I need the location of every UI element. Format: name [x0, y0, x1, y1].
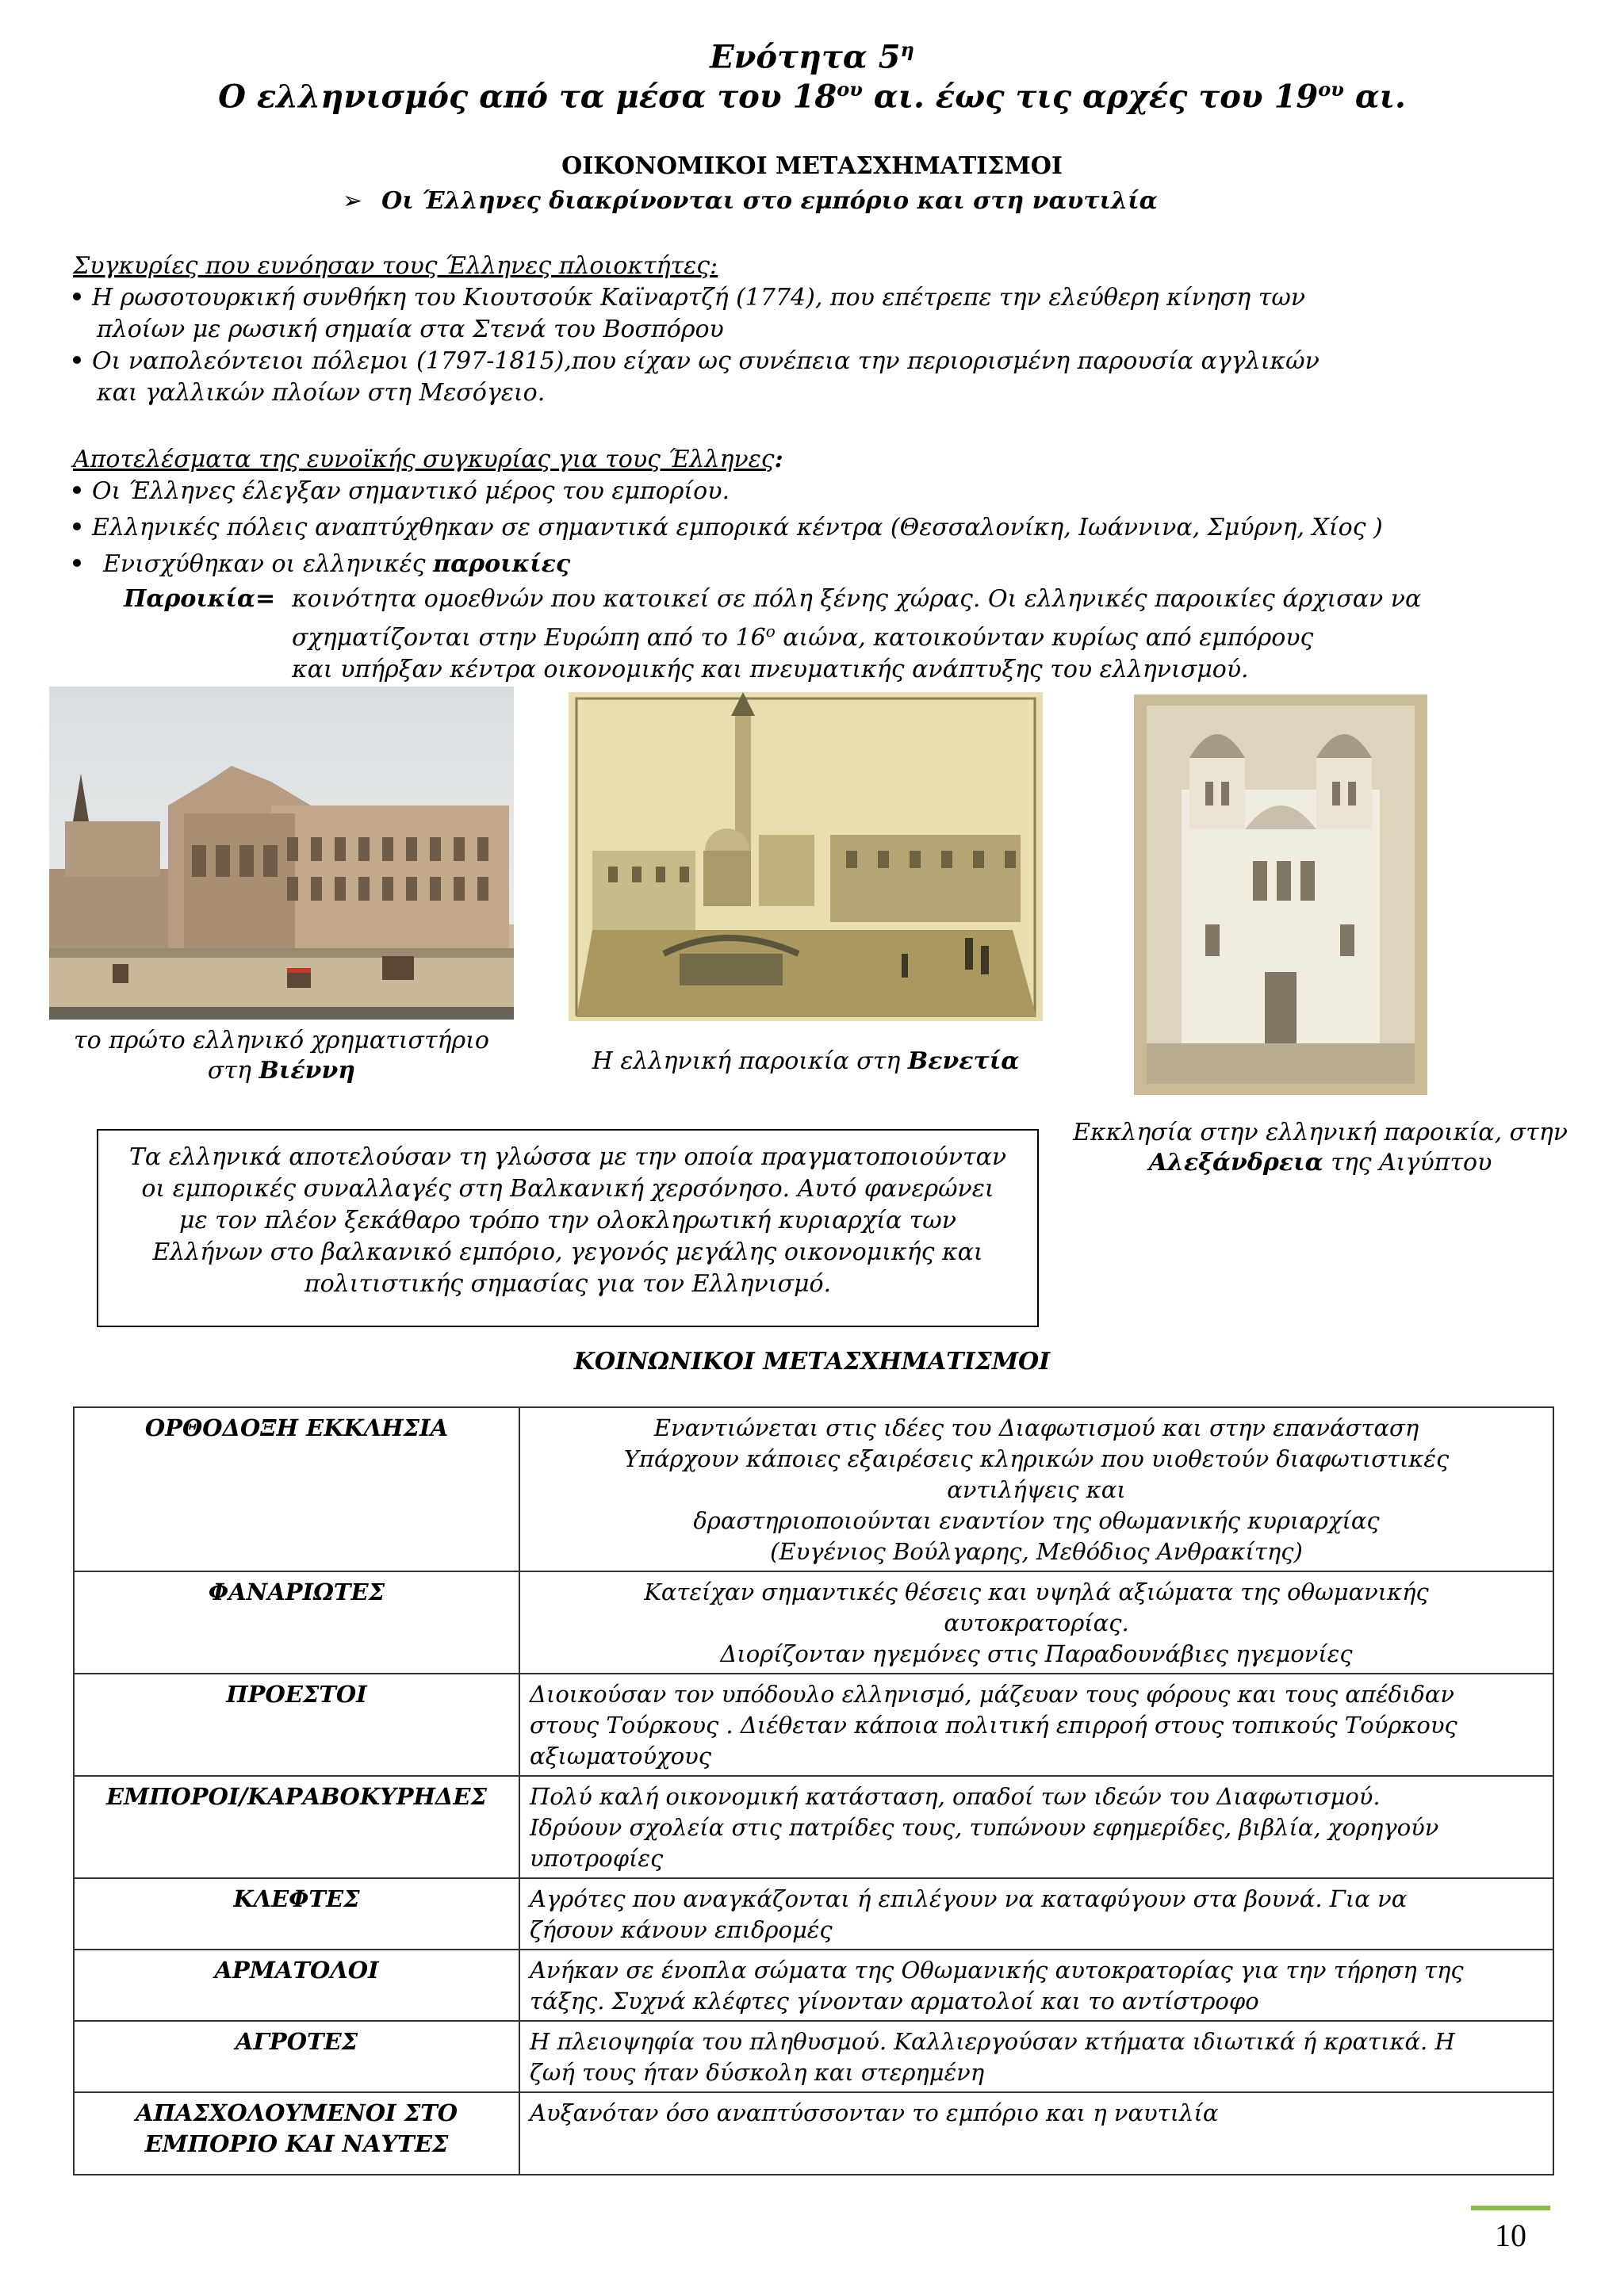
arrow-bullet-icon: ➢ — [343, 187, 363, 215]
class-label: ΑΓΡΟΤΕΣ — [74, 2021, 519, 2092]
table-row — [74, 2092, 1553, 2175]
table-row — [74, 1878, 1553, 1950]
bullet-icon — [73, 522, 81, 530]
social-classes-table — [73, 1406, 1554, 2175]
class-description: Κατείχαν σημαντικές θέσεις και υψηλά αξιώματα της οθωμανικής αυτοκρατορίας. Διορίζονταν ηγεμόνες στις Παραδουνάβιες ηγεμονίες — [519, 1571, 1553, 1674]
table-row — [74, 1407, 1553, 1571]
venice-caption: Η ελληνική παροικία στη Βενετία — [592, 1047, 1020, 1075]
definition-term: Παροικία= — [124, 585, 276, 613]
result-item: Ενισχύθηκαν οι ελληνικές παροικίες — [73, 549, 570, 580]
circumstance-item: Η ρωσοτουρκική συνθήκη του Κιουτσούκ Καϊναρτζή (1774), που επέτρεπε την ελεύθερη κίνηση των πλοίων με ρωσική σημαία στα Στενά του Βοσπόρου — [73, 282, 1305, 346]
class-description: Διοικούσαν τον υπόδουλο ελληνισμό, μάζευαν τους φόρους και τους απέδιδαν στους Τούρκους . Διέθεταν κάποια πολιτική επιρροή στους τοπικούς Τούρκους αξιωματούχους — [519, 1674, 1553, 1776]
class-description: Αυξανόταν όσο αναπτύσσονταν το εμπόριο και η ναυτιλία — [519, 2092, 1553, 2175]
alexandria-caption: Εκκλησία στην ελληνική παροικία, στην Αλεξάνδρεια της Αιγύπτου — [1073, 1119, 1568, 1177]
bullet-icon — [73, 486, 81, 494]
page-title: Ο ελληνισμός από τα μέσα του $18^{o\upsilon}$ αι. έως τις αρχές του $19^{o\upsilon}$ αι. — [218, 78, 1406, 116]
class-label: ΕΜΠΟΡΟΙ/ΚΑΡΑΒΟΚΥΡΗΔΕΣ — [74, 1776, 519, 1878]
table-row — [74, 1950, 1553, 2021]
class-description: Ανήκαν σε ένοπλα σώματα της Οθωμανικής αυτοκρατορίας για την τήρηση της τάξης. Συχνά κλέφτες γίνονταν αρματολοί και το αντίστροφο — [519, 1950, 1553, 2021]
circumstance-item: Οι ναπολεόντειοι πόλεμοι (1797-1815),που είχαν ως συνέπεια την περιορισμένη παρουσία αγγλικών και γαλλικών πλοίων στη Μεσόγειο. — [73, 346, 1320, 409]
table-row — [74, 1674, 1553, 1776]
class-label: ΟΡΘΟΔΟΞΗ ΕΚΚΛΗΣΙΑ — [74, 1407, 519, 1571]
vienna-caption: το πρώτο ελληνικό χρηματιστήριο στη Βιέννη — [74, 1027, 489, 1085]
class-description: Εναντιώνεται στις ιδέες του Διαφωτισμού και στην επανάσταση Υπάρχουν κάποιες εξαιρέσεις κληρικών που υιοθετούν διαφωτιστικές αντιλήψεις και δραστηριοποιούνται εναντίον της οθωμανικής κυριαρχίας (Ευγένιος Βούλγαρης, Μεθόδιος Ανθρακίτης) — [519, 1407, 1553, 1571]
circumstances-heading: Συγκυρίες που ευνόησαν τους Έλληνες πλοιοκτήτες: — [73, 252, 718, 280]
bullet-icon — [73, 293, 81, 300]
page-number-box — [1471, 2206, 1550, 2267]
language-note-box: Τα ελληνικά αποτελούσαν τη γλώσσα με την οποία πραγματοποιούνταν οι εμπορικές συναλλαγές στη Βαλκανική χερσόνησο. Αυτό φανερώνει με τον πλέον ξεκάθαρο τρόπο την ολοκληρωτική κυριαρχία των Ελλήνων στο βαλκανικό εμπόριο, γεγονός μεγάλης οικονομικής και πολιτιστικής σημασίας για τον Ελληνισμό. — [97, 1129, 1039, 1327]
page-number: 10 — [1495, 2218, 1526, 2253]
table-row — [74, 1571, 1553, 1674]
class-description: Η πλειοψηφία του πληθυσμού. Καλλιεργούσαν κτήματα ιδιωτικά ή κρατικά. Η ζωή τους ήταν δύσκολη και στερημένη — [519, 2021, 1553, 2092]
bullet-icon — [73, 356, 81, 364]
class-label: ΚΛΕΦΤΕΣ — [74, 1878, 519, 1950]
economic-title: ΟΙΚΟΝΟΜΙΚΟΙ ΜΕΤΑΣΧΗΜΑΤΙΣΜΟΙ — [561, 152, 1063, 180]
class-description: Πολύ καλή οικονομική κατάσταση, οπαδοί των ιδεών του Διαφωτισμού. Ιδρύουν σχολεία στις πατρίδες τους, τυπώνουν εφημερίδες, βιβλία, χορηγούν υποτροφίες — [519, 1776, 1553, 1878]
class-label: ΠΡΟΕΣΤΟΙ — [74, 1674, 519, 1776]
class-label: ΑΠΑΣΧΟΛΟΥΜΕΝΟΙ ΣΤΟ ΕΜΠΟΡΙΟ ΚΑΙ ΝΑΥΤΕΣ — [74, 2092, 519, 2175]
result-item: Ελληνικές πόλεις αναπτύχθηκαν σε σημαντικά εμπορικά κέντρα (Θεσσαλονίκη, Ιωάννινα, Σμύρνη, Χίος ) — [73, 512, 1383, 544]
unit-title: Ενότητα $5^\eta$ — [710, 38, 914, 76]
venice-community-image — [569, 692, 1043, 1021]
table-row — [74, 2021, 1553, 2092]
social-title: ΚΟΙΝΩΝΙΚΟΙ ΜΕΤΑΣΧΗΜΑΤΙΣΜΟΙ — [573, 1348, 1051, 1376]
economic-subtitle: ➢ Οι Έλληνες διακρίνονται στο εμπόριο και στη ναυτιλία — [343, 187, 1158, 215]
table-row — [74, 1776, 1553, 1878]
alexandria-church-image — [1134, 695, 1427, 1095]
vienna-stock-exchange-image — [49, 687, 514, 1020]
definition-text: κοινότητα ομοεθνών που κατοικεί σε πόλη ξένης χώρας. Οι ελληνικές παροικίες άρχισαν να σχηματίζονται στην Ευρώπη από το $16^o$ αιώνα, κατοικούνταν κυρίως από εμπόρους και υπήρξαν κέντρα οικονομικής και πνευματικής ανάπτυξης του ελληνισμού. — [292, 585, 1422, 683]
class-label: ΦΑΝΑΡΙΩΤΕΣ — [74, 1571, 519, 1674]
class-label: ΑΡΜΑΤΟΛΟΙ — [74, 1950, 519, 2021]
result-item: Οι Έλληνες έλεγξαν σημαντικό μέρος του εμπορίου. — [73, 476, 730, 507]
results-heading: Αποτελέσματα της ευνοϊκής συγκυρίας για τους Έλληνες: — [73, 446, 783, 473]
bullet-icon — [73, 559, 81, 567]
class-description: Αγρότες που αναγκάζονται ή επιλέγουν να καταφύγουν στα βουνά. Για να ζήσουν κάνουν επιδρομές — [519, 1878, 1553, 1950]
